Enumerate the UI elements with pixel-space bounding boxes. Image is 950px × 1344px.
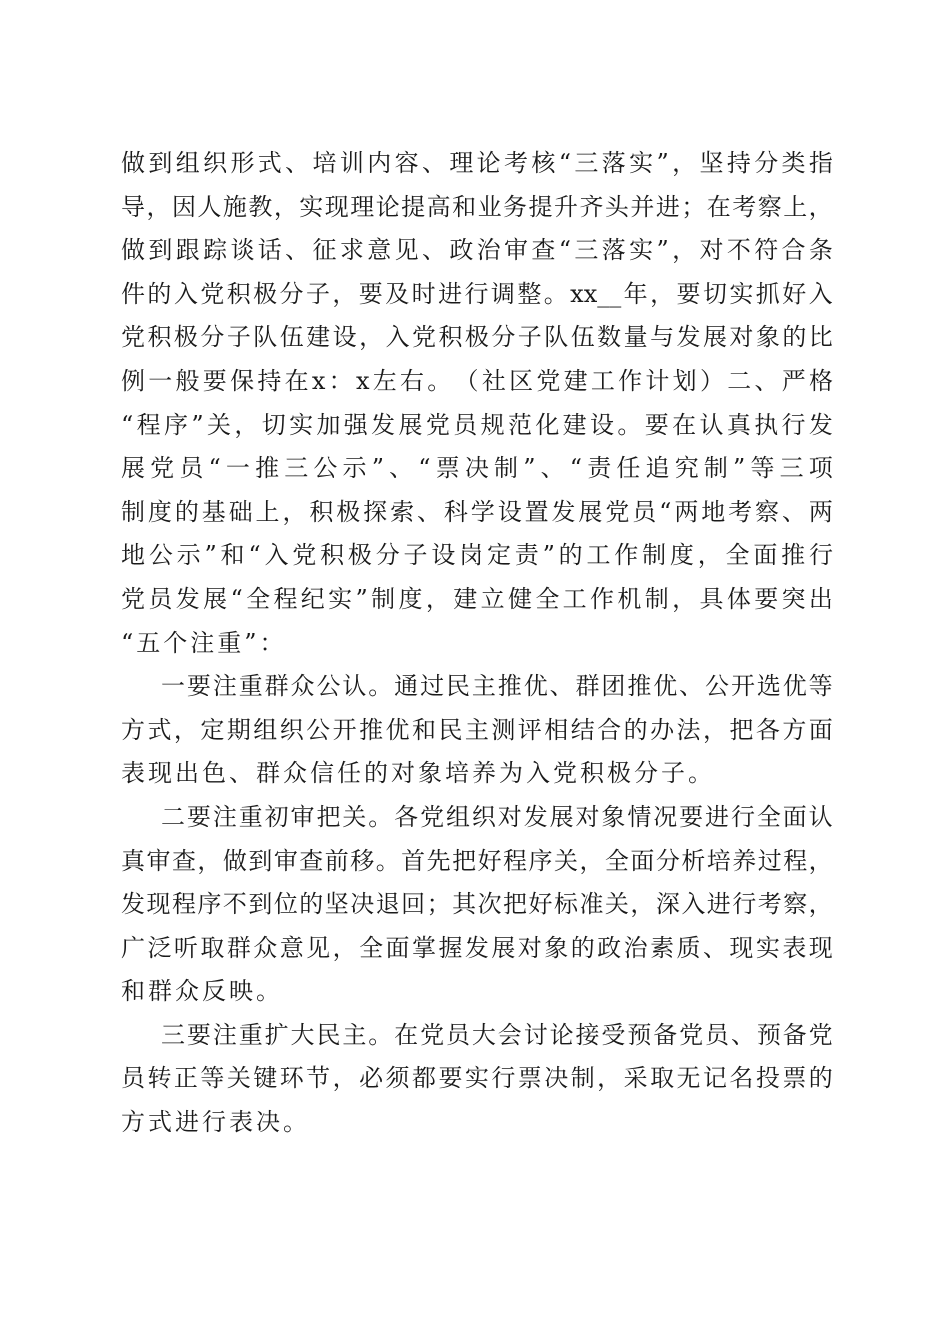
text-line: 方 式 ， 定 期 组 织 公 开 推 优 和 民 主 测 评 相 结 合 的 办 法 ， 把 各 方 面 (121, 715, 833, 744)
text-line: “ 程 序 ” 关 ， 切 实 加 强 发 展 党 员 规 范 化 建 设 。 要 在 认 真 执 行 发 (121, 410, 833, 439)
text-line: 一 要 注 重 群 众 公 认 。 通 过 民 主 推 优 、 群 团 推 优 、 公 开 选 优 等 (161, 672, 833, 701)
text-line: 方式进行表决。 (121, 1108, 310, 1137)
text-line: 导 ， 因 人 施 教 ， 实 现 理 论 提 高 和 业 务 提 升 齐 头 并 进 ； 在 考 察 上 ， (121, 192, 833, 221)
document-body (121, 142, 833, 1145)
text-line: 党 积 极 分 子 队 伍 建 设 ， 入 党 积 极 分 子 队 伍 数 量 与 发 展 对 象 的 比 (121, 323, 833, 352)
text-line: 发 现 程 序 不 到 位 的 坚 决 退 回 ； 其 次 把 好 标 准 关 ， 深 入 进 行 考 察 ， (121, 890, 833, 919)
text-line: 员 转 正 等 关 键 环 节 ， 必 须 都 要 实 行 票 决 制 ， 采 取 无 记 名 投 票 的 (121, 1064, 833, 1093)
text-line: “五个注重”： (121, 628, 287, 657)
text-line: 广 泛 听 取 群 众 意 见 ， 全 面 掌 握 发 展 对 象 的 政 治 素 质 、 现 实 表 现 (121, 933, 833, 962)
text-line: 和群众反映。 (121, 977, 283, 1006)
text-line: 展 党 员 “ 一 推 三 公 示 ” 、 “ 票 决 制 ” 、 “ 责 任 追 究 制 ” 等 三 项 (121, 454, 833, 483)
text-line: 地 公 示 ” 和 “ 入 党 积 极 分 子 设 岗 定 责 ” 的 工 作 制 度 ， 全 面 推 行 (121, 541, 833, 570)
text-line: 做 到 组 织 形 式 、 培 训 内 容 、 理 论 考 核 “ 三 落 实 ” ， 坚 持 分 类 指 (121, 149, 833, 177)
text-line: 党 员 发 展 “ 全 程 纪 实 ” 制 度 ， 建 立 健 全 工 作 机 制 ， 具 体 要 突 出 (121, 584, 833, 613)
text-line: 件 的 入 党 积 极 分 子 ， 要 及 时 进 行 调 整 。 xx__ 年 ， 要 切 实 抓 好 入 (121, 279, 833, 308)
text-line: 真 审 查 ， 做 到 审 查 前 移 。 首 先 把 好 程 序 关 ， 全 面 分 析 培 养 过 程 ， (121, 846, 833, 875)
text-line: 三 要 注 重 扩 大 民 主 。 在 党 员 大 会 讨 论 接 受 预 备 党 员 、 预 备 党 (161, 1020, 833, 1049)
text-line: 二 要 注 重 初 审 把 关 。 各 党 组 织 对 发 展 对 象 情 况 要 进 行 全 面 认 (161, 802, 833, 831)
text-line: 例 一 般 要 保 持 在 x ： x 左 右 。 （ 社 区 党 建 工 作 计 划 ） 二 、 严 格 (121, 366, 833, 395)
text-line: 做 到 跟 踪 谈 话 、 征 求 意 见 、 政 治 审 查 “ 三 落 实 ” ， 对 不 符 合 条 (121, 236, 833, 265)
text-line: 制 度 的 基 础 上 ， 积 极 探 索 、 科 学 设 置 发 展 党 员 “ 两 地 考 察 、 两 (121, 497, 833, 526)
text-line: 表现出色、群众信任的对象培养为入党积极分子。 (121, 759, 715, 788)
